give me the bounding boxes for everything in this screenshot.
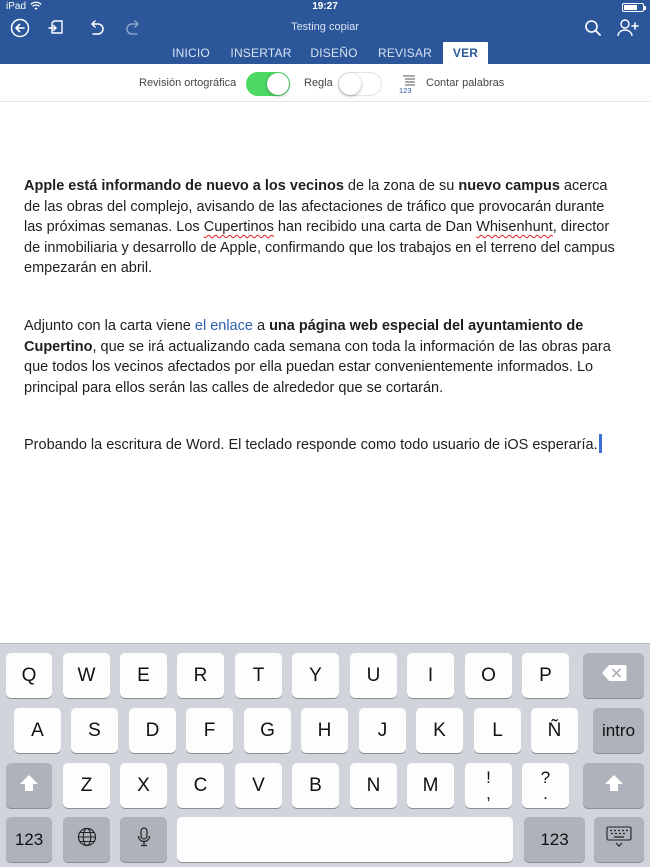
paragraph-2 [24,316,624,398]
body-text: , que se irá actualizando cada semana con toda la información de las obras para que todos los vecinos afectados por ella puedan estar convenientemente informados. Lo principal para ellos serán las calles de alrededor que se cortarán. [24,338,611,396]
body-text: a [252,318,270,334]
bold-text: una página web especial del ayuntamiento de Cupertino [24,318,584,355]
key-t[interactable]: T [235,653,282,698]
tab-revisar[interactable]: REVISAR [377,46,433,60]
key-f[interactable]: F [186,708,233,753]
tab-ver[interactable]: VER [443,42,488,64]
key-r[interactable]: R [177,653,224,698]
key-h[interactable]: H [301,708,348,753]
spell-check-toggle[interactable] [246,72,290,96]
key-q[interactable]: Q [6,653,52,698]
key-j[interactable]: J [359,708,406,753]
body-text: , director de inmobiliaria y desarrollo de Apple, confirmando que los trabajos en el terreno del campus empezarán en abril. [24,219,615,277]
body-text: acerca de las obras del complejo, avisando de las afectaciones de tráfico que provocarán durante las próximas semanas. Los [24,178,608,236]
body-text: han recibido una carta de Dan [273,219,477,236]
hide-keyboard-key[interactable] [594,817,644,862]
shift-icon [604,774,624,798]
tab-inicio[interactable]: INICIO [172,46,210,60]
word-count-icon[interactable] [399,74,419,94]
globe-key[interactable] [63,817,110,862]
key-k[interactable]: K [416,708,463,753]
key-enye[interactable]: Ñ [531,708,578,753]
app-header [0,0,650,64]
shift-key-left[interactable] [6,763,52,808]
delete-key[interactable] [583,653,644,698]
share-person-icon[interactable] [616,16,640,40]
key-a[interactable]: A [14,708,61,753]
battery-icon [622,3,644,12]
document-title: Testing copiar [291,21,359,33]
key-n[interactable]: N [350,763,397,808]
paragraph-3 [24,434,624,456]
key-exclam-comma[interactable]: ! , [465,763,512,808]
search-icon[interactable] [581,16,605,40]
space-bar[interactable] [177,817,513,862]
misspelled-word[interactable]: Whisenhunt [476,219,553,236]
key-z[interactable]: Z [63,763,110,808]
key-b[interactable]: B [292,763,339,808]
microphone-icon [137,827,151,853]
key-v[interactable]: V [235,763,282,808]
key-d[interactable]: D [129,708,176,753]
status-time: 19:27 [312,1,338,12]
key-question-period[interactable]: ? . [522,763,569,808]
numbers-key-right[interactable]: 123 [524,817,585,862]
document-body[interactable] [24,176,624,453]
bold-text: nuevo campus [458,178,560,194]
paragraph-1 [24,176,624,279]
shift-key-right[interactable] [583,763,644,808]
key-i[interactable]: I [407,653,454,698]
ribbon-ver [0,64,650,102]
key-l[interactable]: L [474,708,521,753]
toggle-knob [267,73,289,95]
body-text: Probando la escritura de Word. El teclado responde como todo usuario de iOS esperaría. [24,437,598,453]
shift-icon [19,774,39,798]
hyperlink[interactable]: el enlace [194,318,253,334]
key-p[interactable]: P [522,653,569,698]
onscreen-keyboard [0,643,650,867]
delete-icon [601,664,627,688]
dictation-key[interactable] [120,817,167,862]
key-s[interactable]: S [71,708,118,753]
ruler-toggle[interactable] [338,72,382,96]
body-text: Adjunto con la carta viene [24,318,195,334]
tab-insertar[interactable]: INSERTAR [230,46,292,60]
bold-text: Apple está informando de nuevo a los vecinos [24,178,344,194]
misspelled-word[interactable]: Cupertinos [203,219,274,236]
ribbon-tabs [0,42,650,64]
body-text: de la zona de su [343,178,459,194]
carrier-label: iPad [6,1,27,12]
spell-check-label: Revisión ortográfica [139,77,237,89]
key-x[interactable]: X [120,763,167,808]
battery-level [624,5,637,10]
keyboard-hide-icon [606,826,632,854]
return-key[interactable]: intro [593,708,644,753]
key-e[interactable]: E [120,653,167,698]
ruler-label: Regla [304,77,333,89]
key-c[interactable]: C [177,763,224,808]
key-m[interactable]: M [407,763,454,808]
status-bar [0,0,650,14]
word-count-icon-text: 123 [399,86,412,94]
key-u[interactable]: U [350,653,397,698]
tab-diseno[interactable]: DISEÑO [310,46,358,60]
key-g[interactable]: G [244,708,291,753]
key-y[interactable]: Y [292,653,339,698]
globe-icon [77,827,97,853]
text-cursor [599,434,602,453]
key-o[interactable]: O [465,653,512,698]
key-w[interactable]: W [63,653,110,698]
word-count-label[interactable]: Contar palabras [426,77,505,89]
numbers-key-left[interactable]: 123 [6,817,52,862]
toggle-knob [339,73,361,95]
